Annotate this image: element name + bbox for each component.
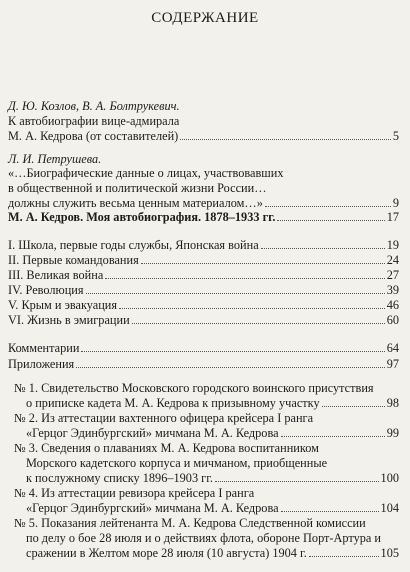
page-number: 24 [386,253,399,267]
page-number: 19 [386,238,399,252]
page-number: 99 [386,426,399,440]
page-number: 17 [386,210,399,224]
page-title: СОДЕРЖАНИЕ [151,10,259,26]
toc-row-comments[interactable] [8,341,399,356]
entry-line: «…Биографические данные о лицах, участвовавших [8,166,284,180]
entry-line: К автобиографии вице-адмирала [8,114,180,128]
page-number: 5 [392,129,399,143]
entry-line: № 3. Сведения о плаваниях М. А. Кедрова воспитанником [14,441,319,455]
leader-dots [132,323,385,324]
entry-authors: Л. И. Петрушева. [8,152,102,166]
entry-line: № 4. Из аттестации ревизора крейсера I ранга [14,486,255,500]
leader-dots [309,556,379,557]
page-number: 39 [386,283,399,297]
main-title: М. А. Кедров. Моя автобиография. 1878–1933 гг. [8,210,276,224]
toc-row-main[interactable] [8,210,399,225]
leader-dots [281,511,379,512]
page-number: 100 [380,471,399,485]
page-number: 64 [386,341,399,355]
leader-dots [261,248,385,249]
toc-row[interactable] [26,501,399,516]
toc-row[interactable] [26,546,399,561]
chapter-label: VI. Жизнь в эмиграции [8,313,130,327]
leader-dots [265,206,391,207]
chapter-row[interactable] [8,268,399,283]
entry-line: по делу о бое 28 июля и о действиях флота, обороне Порт-Артура и [26,531,382,545]
chapter-label: III. Великая война [8,268,104,282]
page-number: 46 [386,298,399,312]
entry-line: в общественной и политической жизни России… [8,181,267,195]
chapter-label: V. Крым и эвакуация [8,298,118,312]
toc-row-appendices[interactable] [8,357,399,372]
toc-row[interactable] [26,426,399,441]
page-number: 98 [386,396,399,410]
section-label: Комментарии [8,341,80,355]
section-label: Приложения [8,357,75,371]
page-number: 60 [386,313,399,327]
chapter-row[interactable] [8,298,399,313]
chapter-label: I. Школа, первые годы службы, Японская война [8,238,259,252]
entry-line: № 2. Из аттестации вахтенного офицера крейсера I ранга [14,411,314,425]
leader-dots [141,263,385,264]
chapter-row[interactable] [8,283,399,298]
chapter-row[interactable] [8,313,399,328]
chapter-label: II. Первые командования [8,253,139,267]
entry-line: № 1. Свидетельство Московского городского воинского присутствия [14,381,374,395]
entry-authors: Д. Ю. Козлов, В. А. Болтрукевич. [8,99,180,113]
leader-dots [81,351,384,352]
leader-dots [76,367,385,368]
chapter-row[interactable] [8,238,399,253]
leader-dots [215,481,379,482]
entry-line: № 5. Показания лейтенанта М. А. Кедрова Следственной комиссии [14,516,366,530]
leader-dots [322,406,385,407]
toc-row[interactable] [8,196,399,211]
entry-line: Морского кадетского корпуса и мичманом, приобщенные [26,456,328,470]
leader-dots [86,293,385,294]
page-number: 9 [392,196,399,210]
entry-line: о приписке кадета М. А. Кедрова к призывному участку [26,396,320,410]
leader-dots [281,436,385,437]
entry-line: М. А. Кедрова (от составителей) [8,129,179,143]
toc-row[interactable] [26,396,399,411]
toc-row[interactable] [8,129,399,144]
entry-line: к послужному списку 1896–1903 гг. [26,471,213,485]
chapter-label: IV. Революция [8,283,84,297]
leader-dots [119,308,385,309]
chapter-row[interactable] [8,253,399,268]
leader-dots [277,220,384,221]
entry-line: сражении в Желтом море 28 июля (10 августа) 1904 г. [26,546,307,560]
entry-line: «Герцог Эдинбургский» мичмана М. А. Кедрова [26,426,279,440]
entry-line: «Герцог Эдинбургский» мичмана М. А. Кедрова [26,501,279,515]
page-number: 27 [386,268,399,282]
leader-dots [105,278,384,279]
page-number: 105 [380,546,399,560]
entry-line: должны служить весьма ценным материалом…» [8,196,263,210]
page-number: 97 [386,357,399,371]
toc-row[interactable] [26,471,399,486]
page-number: 104 [380,501,399,515]
leader-dots [180,139,391,140]
